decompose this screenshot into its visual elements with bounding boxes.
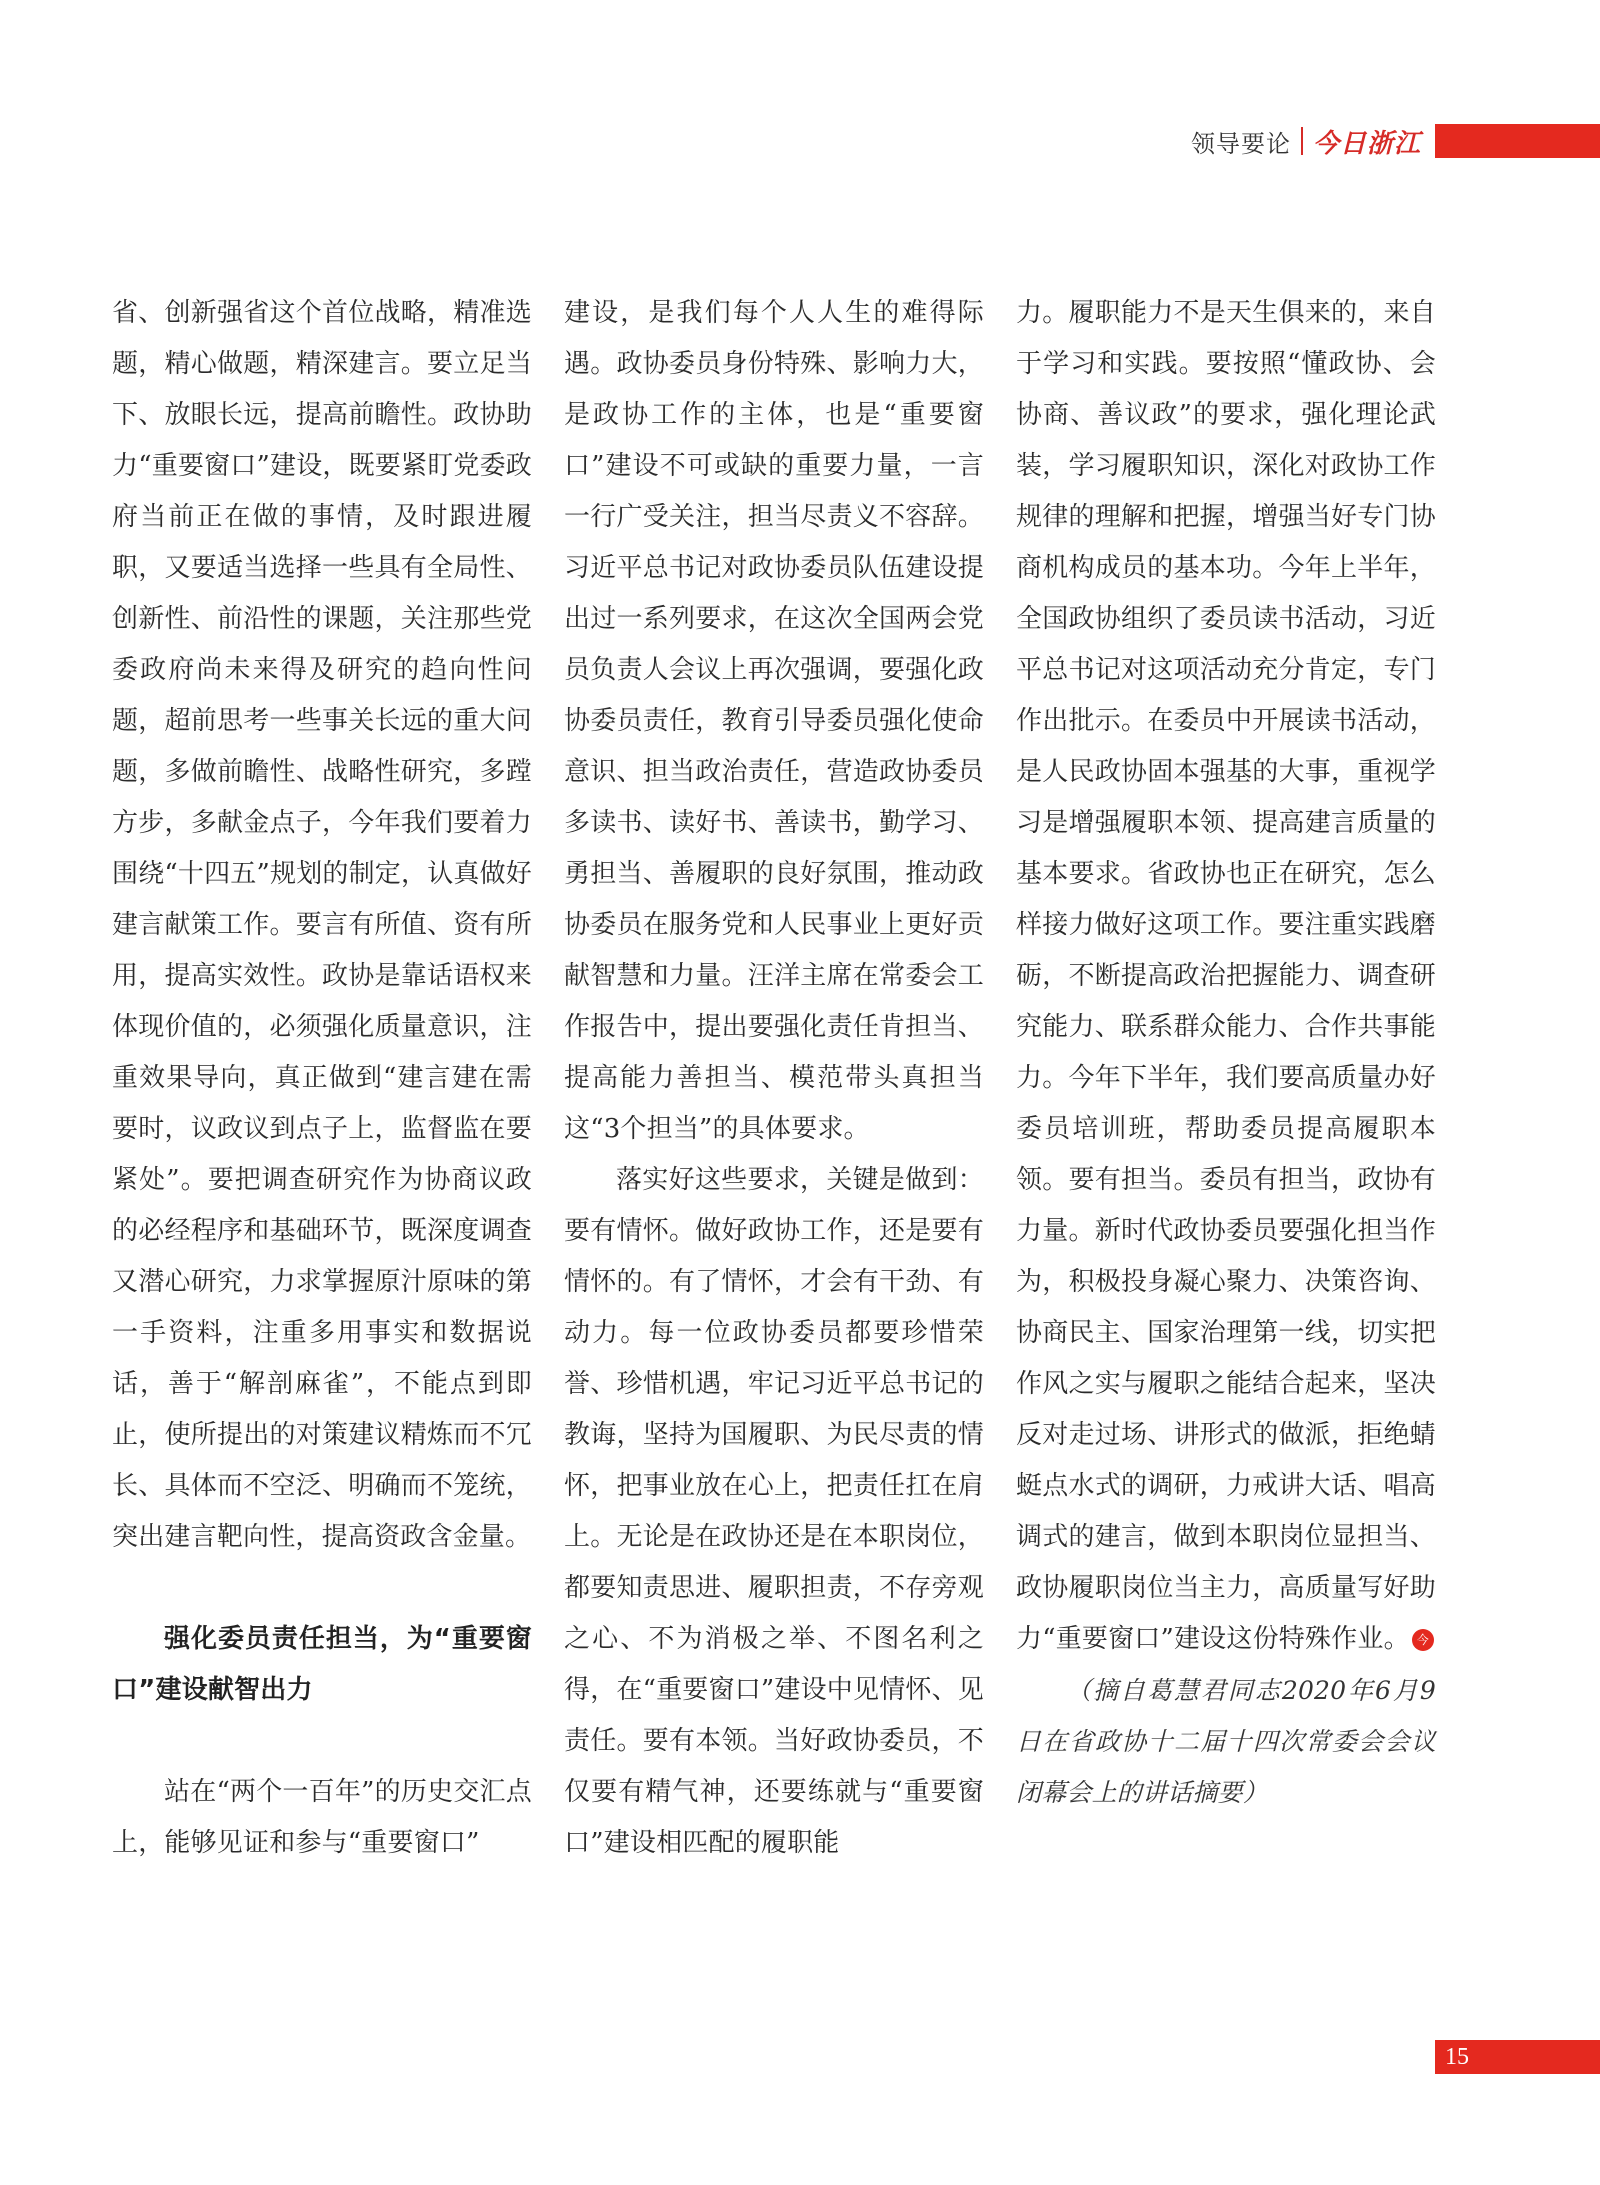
article-end-icon: 今	[1412, 1629, 1434, 1651]
article-column-1	[112, 288, 532, 1869]
column2-paragraph: 建设，是我们每个人人生的难得际遇。政协委员身份特殊、影响力大，是政协工作的主体，也是“重要窗口”建设不可或缺的重要力量，一言一行广受关注，担当尽责义不容辞。习近平总书记对政协委员队伍建设提出过一系列要求，在这次全国两会党员负责人会议上再次强调，要强化政协委员责任，教育引导委员强化使命意识、担当政治责任，营造政协委员多读书、读好书、善读书，勤学习、勇担当、善履职的良好氛围，推动政协委员在服务党和人民事业上更好贡献智慧和力量。汪洋主席在常委会工作报告中，提出要强化责任肯担当、提高能力善担当、模范带头真担当这“3个担当”的具体要求。	[564, 298, 984, 1144]
header-accent-bar	[1435, 124, 1600, 158]
section-subheading: 强化委员责任担当，为“重要窗口”建设献智出力	[112, 1624, 532, 1705]
header-divider	[1301, 127, 1303, 155]
page-header	[1191, 124, 1600, 158]
column1-paragraph: 省、创新强省这个首位战略，精准选题，精心做题，精深建言。要立足当下、放眼长远，提高前瞻性。政协助力“重要窗口”建设，既要紧盯党委政府当前正在做的事情，及时跟进履职，又要适当选择一些具有全局性、创新性、前沿性的课题，关注那些党委政府尚未来得及研究的趋向性问题，超前思考一些事关长远的重大问题，多做前瞻性、战略性研究，多蹚方步，多献金点子，今年我们要着力围绕“十四五”规划的制定，认真做好建言献策工作。要言有所值、资有所用，提高实效性。政协是靠话语权来体现价值的，必须强化质量意识，注重效果导向，真正做到“建言建在需要时，议政议到点子上，监督监在要紧处”。要把调查研究作为协商议政的必经程序和基础环节，既深度调查又潜心研究，力求掌握原汁原味的第一手资料，注重多用事实和数据说话，善于“解剖麻雀”，不能点到即止，使所提出的对策建议精炼而不冗长、具体而不空泛、明确而不笼统，突出建言靶向性，提高资政含金量。	[112, 298, 532, 1552]
column1-paragraph-2: 站在“两个一百年”的历史交汇点上，能够见证和参与“重要窗口”	[112, 1777, 532, 1858]
section-label: 领导要论	[1190, 129, 1291, 158]
column2-paragraph-2: 落实好这些要求，关键是做到：要有情怀。做好政协工作，还是要有情怀的。有了情怀，才会有干劲、有动力。每一位政协委员都要珍惜荣誉、珍惜机遇，牢记习近平总书记的教诲，坚持为国履职、为民尽责的情怀，把事业放在心上，把责任扛在肩上。无论是在政协还是在本职岗位，都要知责思进、履职担责，不存旁观之心、不为消极之举、不图名利之得，在“重要窗口”建设中见情怀、见责任。要有本领。当好政协委员，不仅要有精气神，还要练就与“重要窗口”建设相匹配的履职能	[564, 1165, 984, 1858]
article-column-2	[564, 288, 984, 1869]
column3-paragraph	[1016, 288, 1436, 1665]
page-number: 15	[1435, 2040, 1600, 2074]
source-note: （摘自葛慧君同志2020年6月9日在省政协十二届十四次常委会会议闭幕会上的讲话摘要）	[1016, 1676, 1436, 1807]
magazine-logo: 今日浙江	[1312, 128, 1421, 159]
article-column-3	[1016, 288, 1436, 1818]
column3-paragraph-text: 力。履职能力不是天生俱来的，来自于学习和实践。要按照“懂政协、会协商、善议政”的要求，强化理论武装，学习履职知识，深化对政协工作规律的理解和把握，增强当好专门协商机构成员的基本功。今年上半年，全国政协组织了委员读书活动，习近平总书记对这项活动充分肯定，专门作出批示。在委员中开展读书活动，是人民政协固本强基的大事，重视学习是增强履职本领、提高建言质量的基本要求。省政协也正在研究，怎么样接力做好这项工作。要注重实践磨砺，不断提高政治把握能力、调查研究能力、联系群众能力、合作共事能力。今年下半年，我们要高质量办好委员培训班，帮助委员提高履职本领。要有担当。委员有担当，政协有力量。新时代政协委员要强化担当作为，积极投身凝心聚力、决策咨询、协商民主、国家治理第一线，切实把作风之实与履职之能结合起来，坚决反对走过场、讲形式的做派，拒绝蜻蜓点水式的调研，力戒讲大话、唱高调式的建言，做到本职岗位显担当、政协履职岗位当主力，高质量写好助力“重要窗口”建设这份特殊作业。	[1016, 298, 1436, 1654]
